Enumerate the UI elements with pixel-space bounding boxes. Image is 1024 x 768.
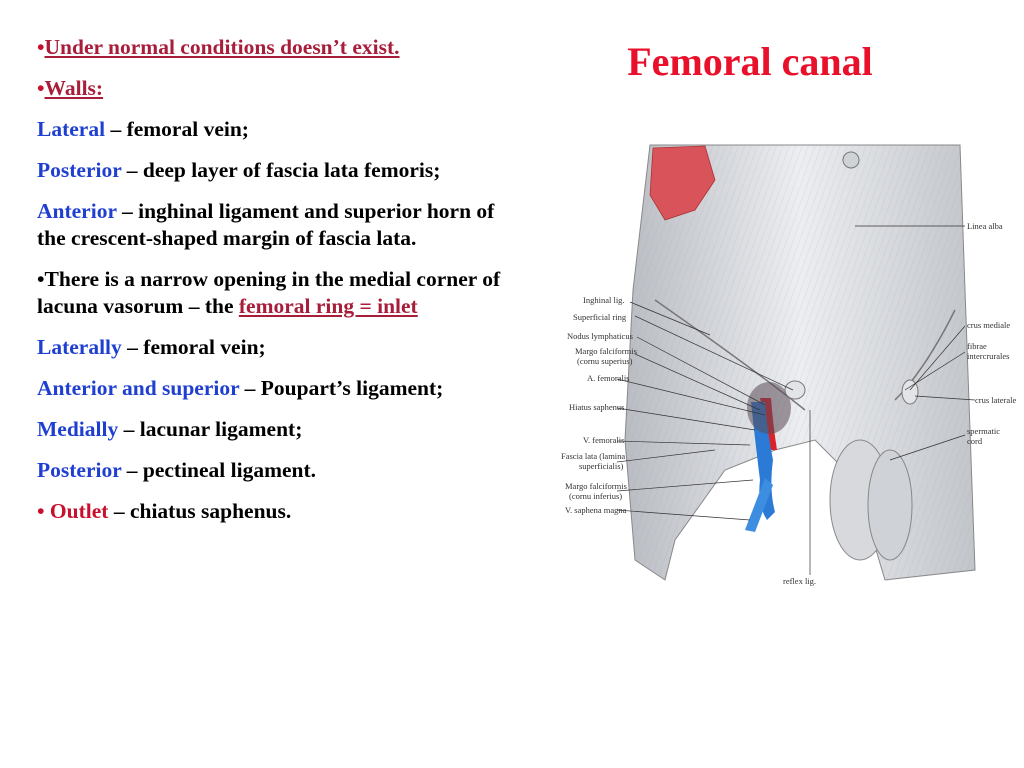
bullet-marker: • [37,499,50,523]
superficial-ring-left [785,381,805,399]
no-exist-text: Under normal conditions doesn’t exist. [44,35,400,59]
label-fibrae-1: fibrae [967,341,987,351]
label-inguinal-lig: Inghinal lig. [583,295,625,305]
wall-lateral [37,116,517,143]
ring-medially [37,416,517,443]
femoral-ring-link: femoral ring = inlet [238,294,418,318]
anterior-key: Anterior [37,199,117,223]
medially-value: – lacunar ligament; [118,417,303,441]
cord-right [868,450,912,560]
bullet-walls [37,75,517,102]
label-crus-laterale: crus laterale [975,395,1017,405]
ring-anterior-superior [37,375,517,402]
bullet-marker: • [37,76,45,100]
wall-anterior [37,198,517,252]
label-spermatic-1: spermatic [967,426,1001,436]
laterally-value: – femoral vein; [121,335,266,359]
label-hiatus: Hiatus saphenus [569,402,625,412]
label-margo-inf-1: Margo falciformis [565,481,627,491]
walls-heading: Walls: [44,76,104,100]
wall-posterior [37,157,517,184]
label-v-saphena: V. saphena magna [565,505,627,515]
posterior2-value: – pectineal ligament. [121,458,317,482]
label-margo-inf-2: (cornu inferius) [569,491,623,501]
label-margo-sup-1: Margo falciformis [575,346,637,356]
lateral-value: – femoral vein; [105,117,249,141]
label-a-femoralis: A. femoralis [587,373,630,383]
outlet-value: – chiatus saphenus. [108,499,292,523]
ring-posterior [37,457,517,484]
bullet-outlet [37,498,517,525]
label-spermatic-2: cord [967,436,983,446]
opening-text: There is a narrow opening in the medial corner of lacuna vasorum – the [37,267,501,318]
posterior-value: – deep layer of fascia lata femoris; [121,158,441,182]
text-column [37,34,517,539]
outlet-key: Outlet [49,499,109,523]
label-fibrae-2: intercrurales [967,351,1010,361]
ring-laterally [37,334,517,361]
laterally-key: Laterally [37,335,122,359]
label-reflex-lig: reflex lig. [783,576,817,586]
medially-key: Medially [37,417,119,441]
umbilicus [843,152,859,168]
femoral-canal-illustration [555,140,1024,590]
antsup-value: – Poupart’s ligament; [239,376,444,400]
lateral-key: Lateral [37,117,106,141]
label-fascia-1: Fascia lata (lamina [561,451,626,461]
antsup-key: Anterior and superior [37,376,240,400]
label-superficial-ring: Superficial ring [573,312,627,322]
hiatus-opening [747,382,791,434]
label-margo-sup-2: (cornu superius) [577,356,633,366]
posterior2-key: Posterior [37,458,122,482]
posterior-key: Posterior [37,158,122,182]
bullet-marker: • [37,267,45,291]
label-nodus: Nodus lymphaticus [567,331,633,341]
label-v-femoralis: V. femoralis [583,435,625,445]
bullet-marker: • [37,35,45,59]
slide-title: Femoral canal [627,39,873,84]
label-fascia-2: superficialis) [579,461,624,471]
label-crus-mediale: crus mediale [967,320,1011,330]
anterior-value: – inghinal ligament and superior horn of the crescent-shaped margin of fascia lata. [37,199,495,250]
label-linea-alba: Linea alba [967,221,1003,231]
bullet-no-exist [37,34,517,61]
bullet-opening [37,266,517,320]
